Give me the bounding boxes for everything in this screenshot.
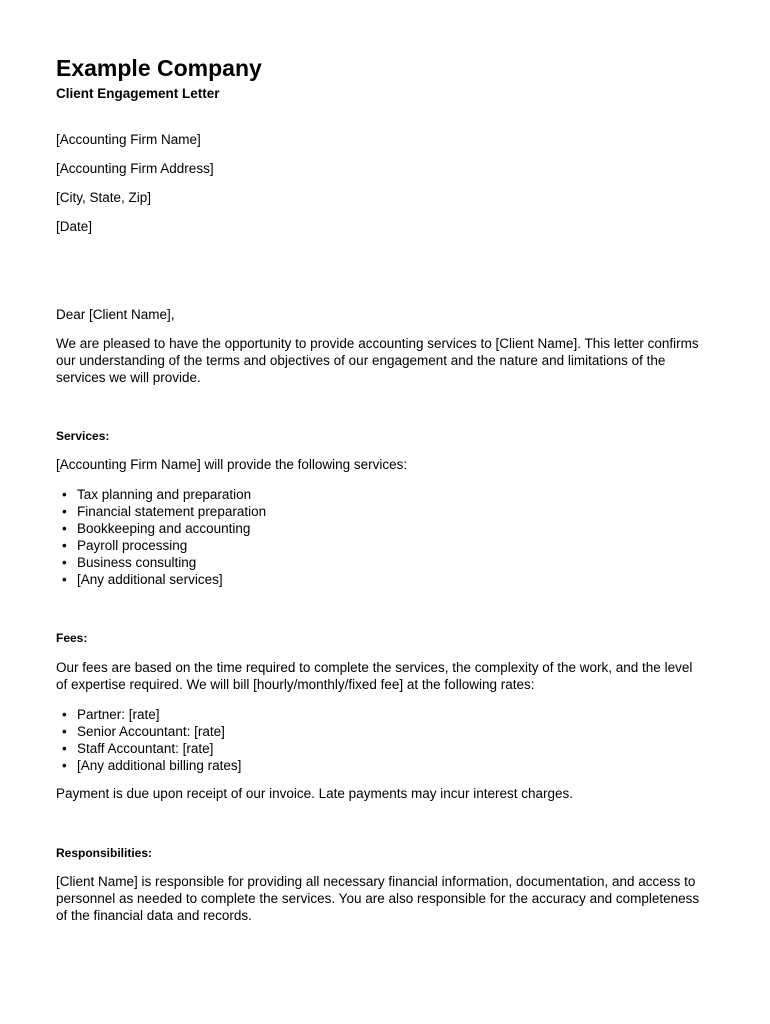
- list-item: • Senior Accountant: [rate]: [62, 724, 225, 739]
- list-item: • Business consulting: [62, 555, 197, 570]
- responsibilities-heading: Responsibilities:: [56, 846, 153, 860]
- list-item: • Partner: [rate]: [62, 707, 160, 722]
- responsibilities-paragraph: [Client Name] is responsible for providing all necessary financial information, documentation, and access to personnel as needed to complete the services. You are also responsible for the accuracy and completeness of the financial data and records.: [56, 874, 700, 923]
- greeting: Dear [Client Name],: [56, 307, 175, 322]
- bullet-icon: •: [62, 741, 67, 756]
- list-item: • Tax planning and preparation: [62, 487, 252, 502]
- document-subtitle: Client Engagement Letter: [56, 86, 220, 101]
- bullet-icon: •: [62, 707, 67, 722]
- firm-name: [Accounting Firm Name]: [56, 132, 201, 147]
- services-heading: Services:: [56, 429, 110, 443]
- bullet-icon: •: [62, 758, 67, 773]
- firm-address: [Accounting Firm Address]: [56, 161, 214, 176]
- bullet-icon: •: [62, 555, 67, 570]
- bullet-icon: •: [62, 521, 67, 536]
- city-state-zip: [City, State, Zip]: [56, 190, 152, 205]
- bullet-icon: •: [62, 538, 67, 553]
- list-item: • Financial statement preparation: [62, 504, 267, 519]
- bullet-icon: •: [62, 724, 67, 739]
- bullet-icon: •: [62, 572, 67, 587]
- bullet-icon: •: [62, 504, 67, 519]
- company-title: Example Company: [56, 55, 262, 81]
- letter-date: [Date]: [56, 219, 93, 234]
- fees-heading: Fees:: [56, 631, 88, 645]
- services-list: [56, 486, 266, 588]
- fees-paragraph: Our fees are based on the time required to complete the services, the complexity of the work, and the level of expertise required. We will bill [hourly/monthly/fixed fee] at the following rates:: [56, 660, 693, 692]
- fees-list: [56, 706, 241, 774]
- services-intro: [Accounting Firm Name] will provide the following services:: [56, 457, 408, 472]
- list-item: • [Any additional services]: [62, 572, 223, 587]
- list-item: • [Any additional billing rates]: [62, 758, 242, 773]
- list-item: • Staff Accountant: [rate]: [62, 741, 214, 756]
- list-item: • Bookkeeping and accounting: [62, 521, 251, 536]
- list-item: • Payroll processing: [62, 538, 188, 553]
- intro-paragraph: We are pleased to have the opportunity to provide accounting services to [Client Name]. This letter confirms our understanding of the terms and objectives of our engagement and the nature and limitations of the services we will provide.: [56, 336, 699, 385]
- payment-terms: Payment is due upon receipt of our invoice. Late payments may incur interest charges.: [56, 786, 574, 801]
- bullet-icon: •: [62, 487, 67, 502]
